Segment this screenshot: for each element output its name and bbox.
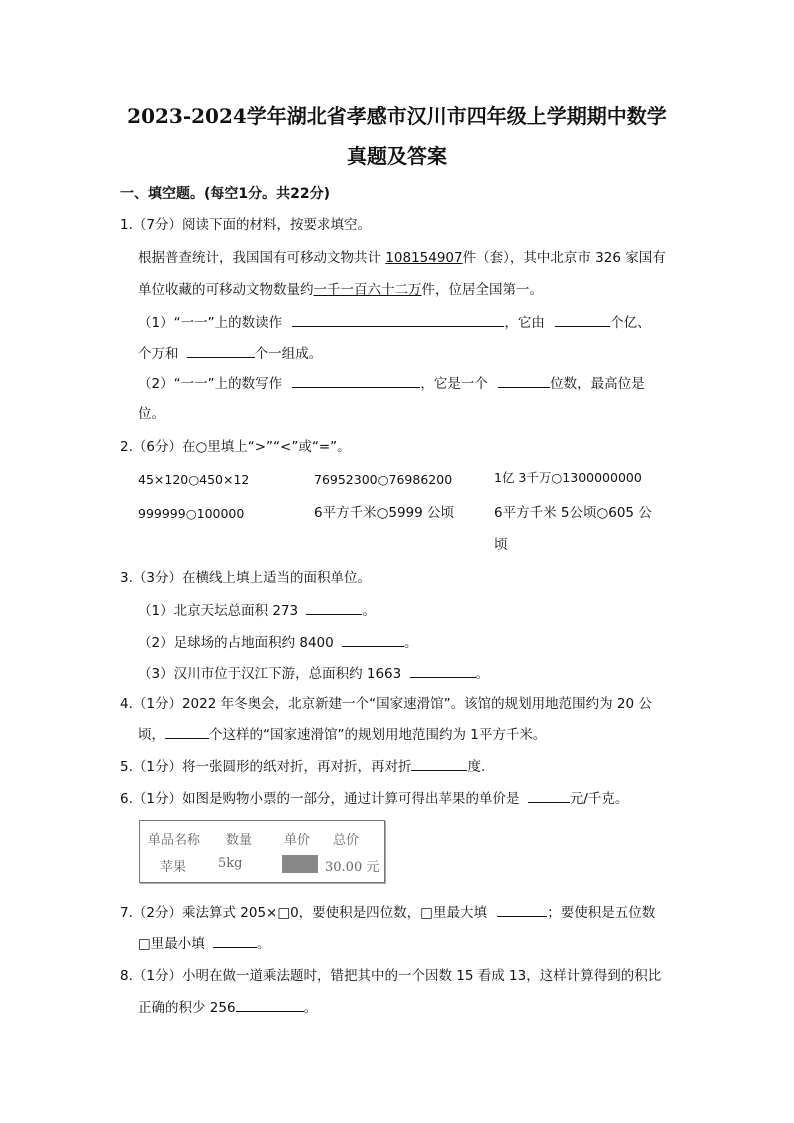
- answer-blank[interactable]: [213, 933, 257, 948]
- text: （1）“一一”上的数读作: [138, 315, 287, 331]
- q8-text-cont: [138, 997, 317, 1018]
- q4-text: 4.（1分）2022 年冬奥会，北京新建一个“国家速滑馆”。该馆的规划用地范围约为 20 公: [120, 696, 652, 712]
- text: 个亿、: [610, 315, 651, 331]
- receipt-cell: 苹果: [160, 860, 187, 875]
- q1-para2: [138, 280, 543, 300]
- answer-blank[interactable]: [165, 724, 209, 739]
- q3-sub: [138, 600, 376, 621]
- text: 6.（1分）如图是购物小票的一部分，通过计算可得出苹果的单价是: [120, 791, 524, 807]
- text: 顷，: [138, 727, 165, 743]
- q2-heading: 2.（6分）在○里填上“>”“<”或“=”。: [120, 439, 351, 455]
- text: （3）汉川市位于汉江下游，总面积约 1663: [138, 666, 406, 682]
- q1-sub1-cont: [138, 343, 322, 364]
- answer-blank[interactable]: [410, 663, 476, 678]
- text: 。: [303, 1000, 318, 1016]
- text: 件（套），其中北京市 326 家国有: [462, 250, 666, 266]
- redacted-unit-price: [282, 855, 318, 873]
- text: 。: [257, 936, 271, 952]
- doc-title-line2: 真题及答案: [347, 144, 447, 168]
- question-6: [120, 788, 628, 809]
- text: 个万和: [138, 346, 183, 362]
- q1-sub1: [138, 312, 651, 333]
- q8-text: 8.（1分）小明在做一道乘法题时，错把其中的一个因数 15 看成 13，这样计算得到的积比: [120, 968, 662, 984]
- text: ，它是一个: [420, 376, 493, 392]
- compare-item: 45×120○450×12: [138, 472, 250, 487]
- receipt-cell: 5kg: [218, 856, 243, 871]
- answer-blank[interactable]: [528, 788, 570, 803]
- receipt-header: 单品名称: [148, 833, 201, 848]
- text: 。: [475, 666, 490, 682]
- answer-blank[interactable]: [498, 373, 550, 388]
- text: 7.（2分）乘法算式 205×□0，要使积是四位数，□里最大填: [120, 905, 492, 921]
- compare-item: 6平方千米○5999 公顷: [314, 505, 455, 521]
- underlined-number: 108154907: [385, 250, 463, 266]
- answer-blank[interactable]: [292, 373, 420, 388]
- q3-sub: [138, 663, 489, 684]
- q1-para1: [138, 248, 666, 268]
- answer-blank[interactable]: [411, 756, 467, 771]
- answer-blank[interactable]: [555, 312, 610, 327]
- q1-sub2: [138, 373, 645, 394]
- doc-title-line1: 2023-2024学年湖北省孝感市汉川市四年级上学期期中数学: [127, 104, 667, 128]
- receipt-cell: 30.00 元: [325, 860, 380, 875]
- section-heading: 一、填空题。(每空1分。共22分): [120, 186, 331, 202]
- answer-blank[interactable]: [342, 632, 404, 647]
- receipt-header: 数量: [226, 833, 253, 848]
- q4-text-cont: [138, 724, 546, 745]
- text: （1）北京天坛总面积 273: [138, 603, 303, 619]
- compare-item: 1亿 3千万○1300000000: [494, 470, 642, 485]
- text: 。: [362, 603, 376, 619]
- q7-text: [120, 902, 655, 923]
- question-5: [120, 756, 485, 777]
- q7-text-cont: [138, 933, 271, 954]
- text: 5.（1分）将一张圆形的纸对折，再对折，再对折: [120, 759, 412, 775]
- text: 正确的积少 256: [138, 1000, 236, 1016]
- text: （2）足球场的占地面积约 8400: [138, 635, 339, 651]
- receipt-header: 总价: [333, 833, 360, 848]
- text: ；要使积是五位数: [547, 905, 656, 921]
- text: 件，位居全国第一。: [421, 282, 543, 298]
- answer-blank[interactable]: [187, 343, 255, 358]
- compare-item-cont: 顷: [494, 537, 508, 553]
- underlined-number: 一千一百六十二万: [313, 282, 422, 298]
- text: 度.: [467, 759, 486, 775]
- answer-blank[interactable]: [292, 312, 504, 327]
- answer-blank[interactable]: [497, 902, 547, 917]
- text: 根据普查统计，我国国有可移动文物共计: [138, 250, 386, 266]
- answer-blank[interactable]: [306, 600, 362, 615]
- receipt-header: 单价: [284, 833, 311, 848]
- compare-item: 76952300○76986200: [314, 472, 453, 487]
- text: 个一组成。: [254, 346, 323, 362]
- receipt-image: [139, 820, 385, 883]
- q1-sub2-cont: 位。: [138, 406, 165, 422]
- text: ，它由: [504, 315, 550, 331]
- text: 位数，最高位是: [550, 376, 645, 392]
- text: 个这样的“国家速滑馆”的规划用地范围约为 1平方千米。: [209, 727, 547, 743]
- text: 元/千克。: [569, 791, 629, 807]
- q1-heading: 1.（7分）阅读下面的材料，按要求填空。: [120, 217, 371, 233]
- text: （2）“一一”上的数写作: [138, 376, 287, 392]
- text: □里最小填: [138, 936, 210, 952]
- compare-item: 6平方千米 5公顷○605 公: [494, 505, 652, 521]
- text: 单位收藏的可移动文物数量约: [138, 282, 314, 298]
- q3-sub: [138, 632, 418, 653]
- text: 。: [404, 635, 418, 651]
- q3-heading: 3.（3分）在横线上填上适当的面积单位。: [120, 570, 371, 586]
- compare-item: 999999○100000: [138, 506, 245, 521]
- answer-blank[interactable]: [236, 997, 304, 1012]
